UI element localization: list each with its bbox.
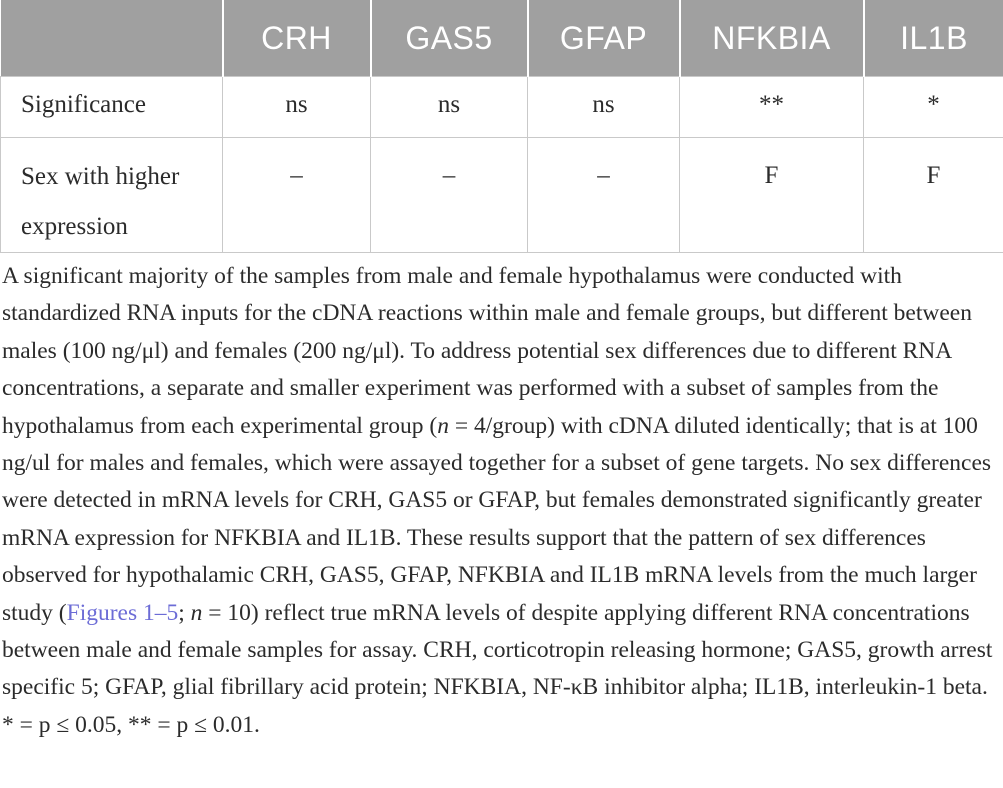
- table-cell: **: [680, 77, 864, 138]
- n-symbol: n: [437, 412, 450, 439]
- table-cell: F: [680, 138, 864, 253]
- table-cell: ns: [223, 77, 371, 138]
- header-cell-gas5: GAS5: [371, 0, 528, 77]
- header-cell-empty: [1, 0, 223, 77]
- table-header: [1, 0, 1003, 77]
- header-cell-il1b: IL1B: [864, 0, 1003, 77]
- table-cell: –: [528, 138, 680, 253]
- caption-text: A significant majority of the samples from male and female hypothalamus were conducted with standardized RNA inputs for the cDNA reactions within male and female groups, but different between males (100 ng/μl) and females (200 ng/μl). To address potential sex differences due to different RNA concentrations, a separate and smaller experiment was performed with a subset of samples from the hypothalamus from each experimental group (: [2, 263, 972, 439]
- table-cell: ns: [528, 77, 680, 138]
- table-row-significance: [1, 77, 1003, 138]
- figures-link[interactable]: Figures 1–5: [66, 599, 179, 626]
- header-cell-gfap: GFAP: [528, 0, 680, 77]
- table-cell: *: [864, 77, 1003, 138]
- row-label: Significance: [1, 77, 223, 138]
- n-symbol: n: [190, 599, 203, 626]
- caption-text: = 4/group) with cDNA diluted identically; that is at 100 ng/ul for males and females, which were assayed together for a subset of gene targets. No sex differences were detected in mRNA levels for CRH, GAS5 or GFAP, but females demonstrated significantly greater mRNA expression for NFKBIA and IL1B. These results support that the pattern of sex differences observed for hypothalamic CRH, GAS5, GFAP, NFKBIA and IL1B mRNA levels from the much larger study (: [2, 412, 992, 626]
- table-cell: ns: [371, 77, 528, 138]
- caption-text: ;: [178, 599, 191, 626]
- header-cell-crh: CRH: [223, 0, 371, 77]
- table-cell: –: [371, 138, 528, 253]
- table-caption: [2, 258, 1002, 744]
- table-row-sex-higher-expression: [1, 138, 1003, 253]
- table-cell: –: [223, 138, 371, 253]
- table-cell: F: [864, 138, 1003, 253]
- header-row: [1, 0, 1003, 77]
- results-table: [0, 0, 1003, 253]
- row-label: Sex with higher expression: [1, 138, 223, 253]
- caption-text: = 10) reflect true mRNA levels of despite applying different RNA concentrations between male and female samples for assay. CRH, corticotropin releasing hormone; GAS5, growth arrest specific 5; GFAP, glial fibrillary acid protein; NFKBIA, NF-κB inhibitor alpha; IL1B, interleukin-1 beta. * = p ≤ 0.05, ** = p ≤ 0.01.: [2, 599, 993, 738]
- header-cell-nfkbia: NFKBIA: [680, 0, 864, 77]
